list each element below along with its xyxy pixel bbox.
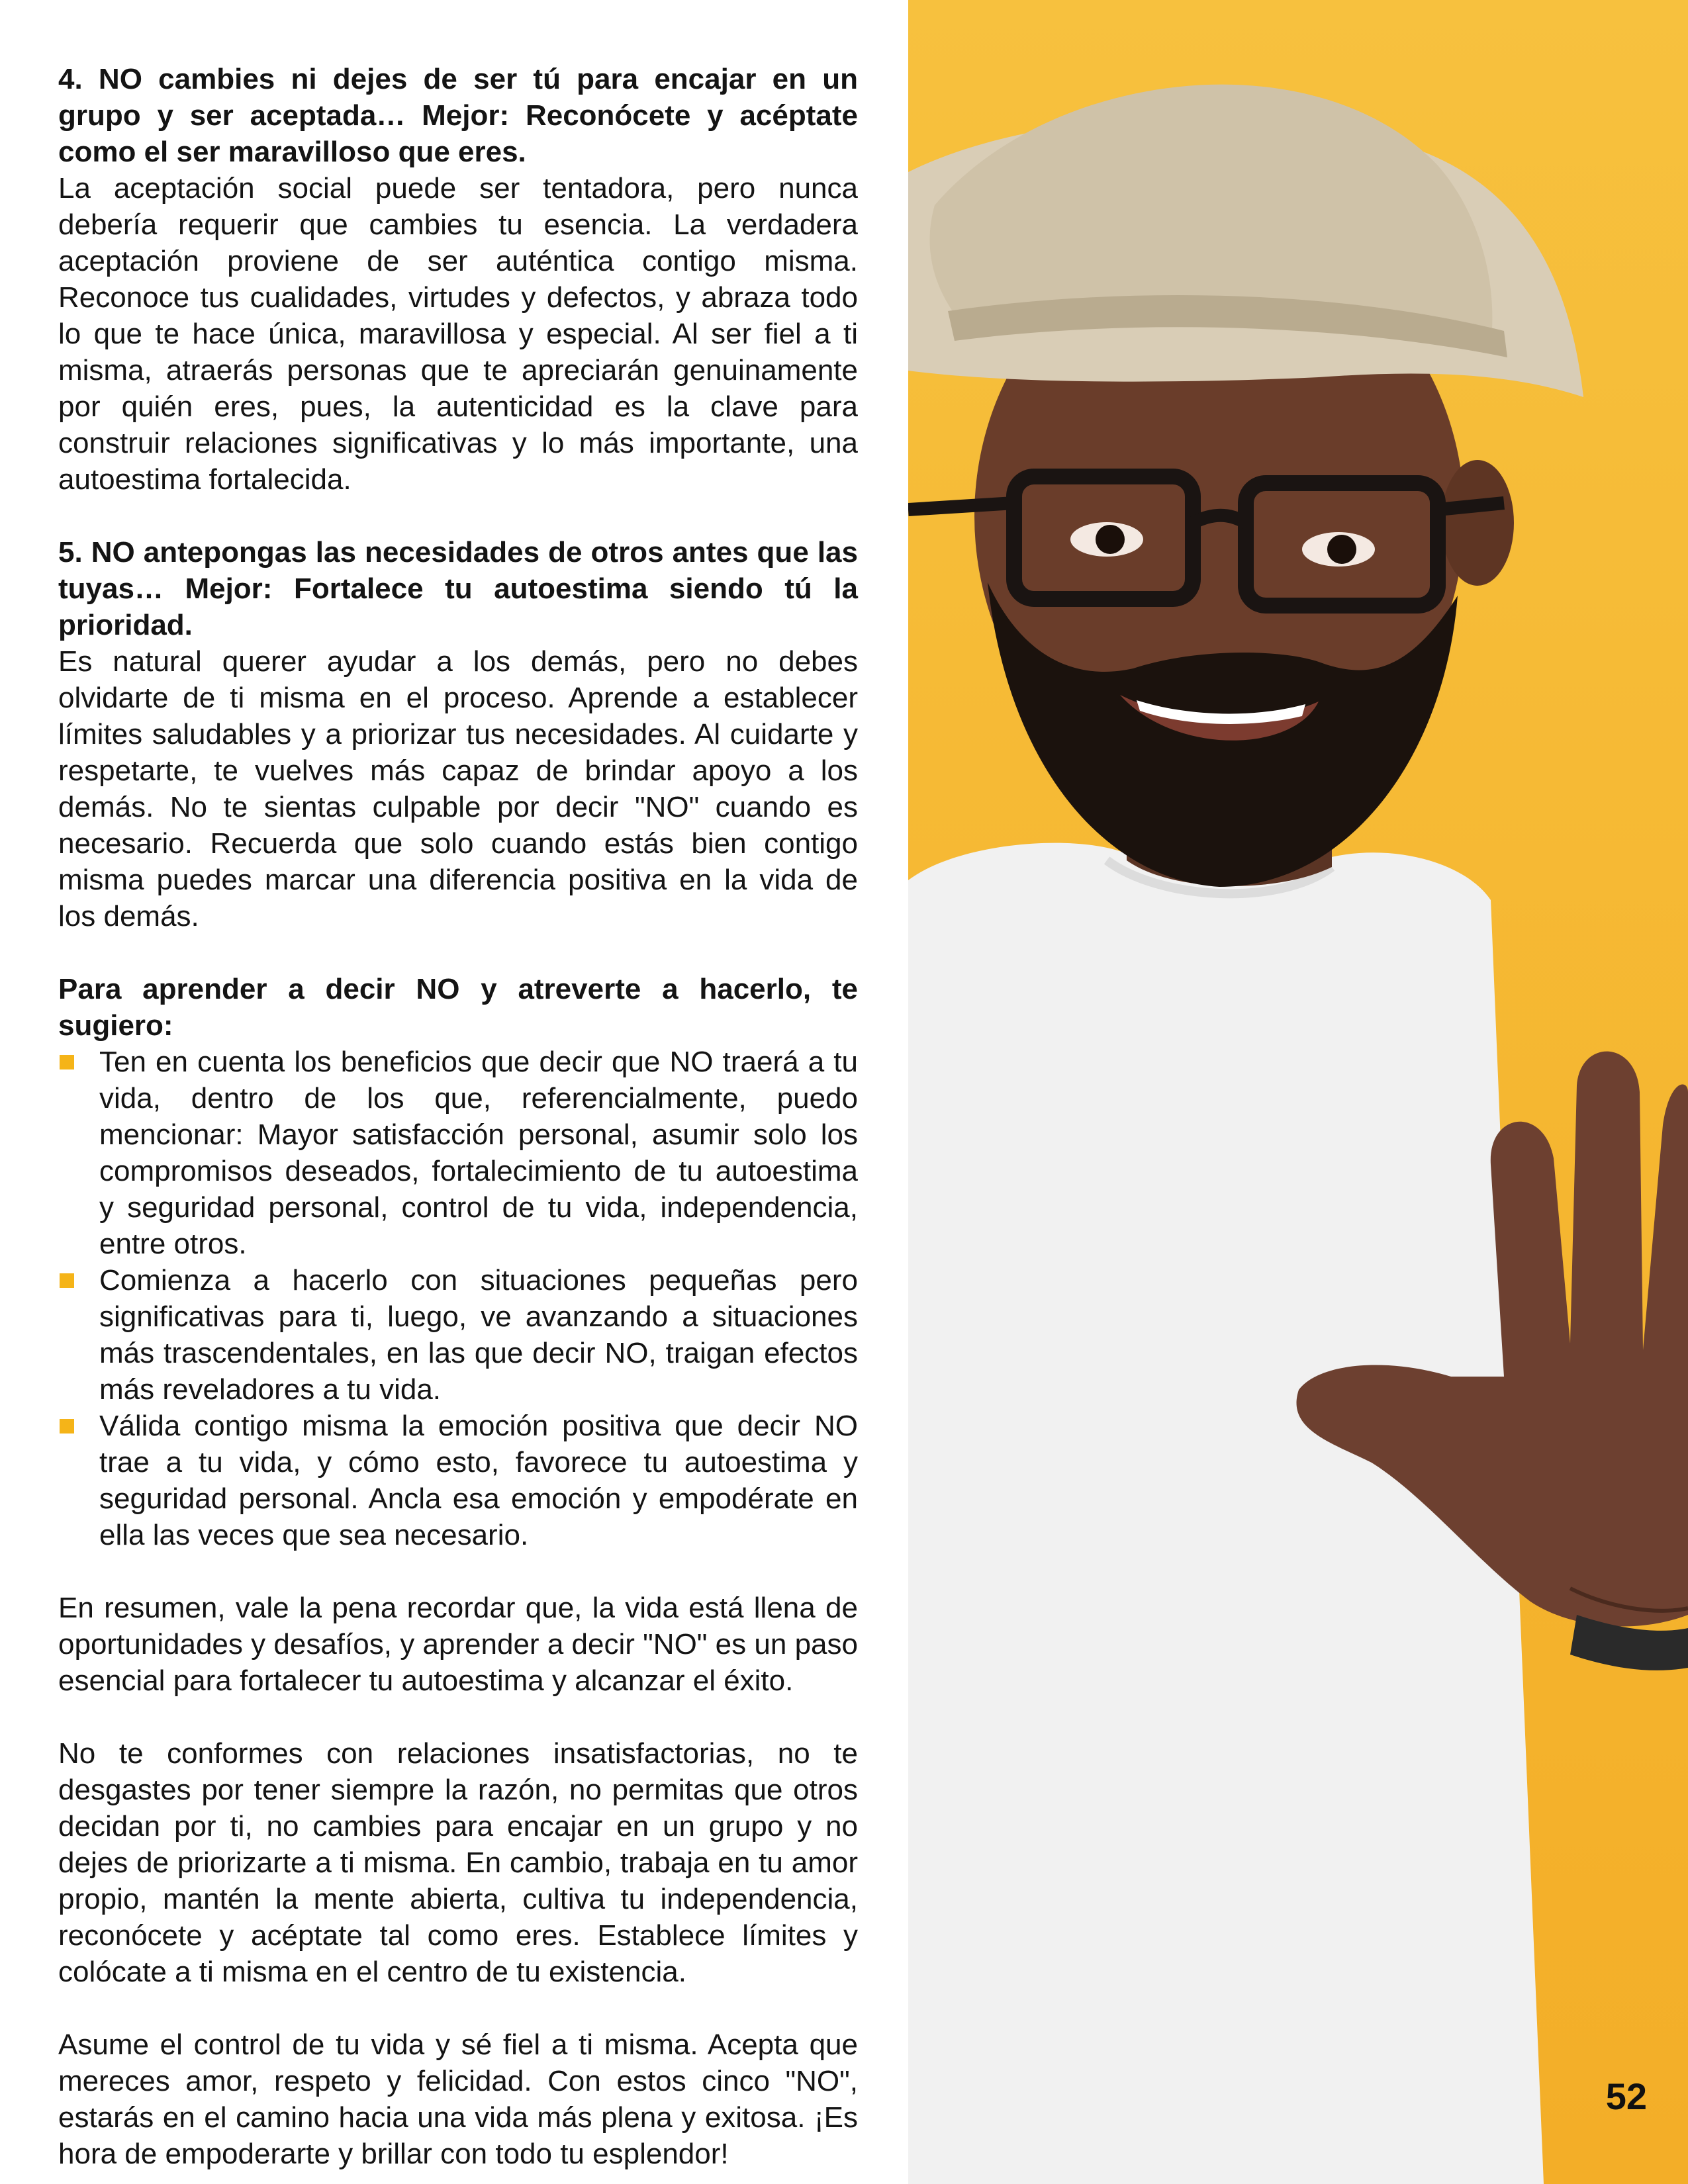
tips-list bbox=[58, 1044, 858, 1553]
square-bullet-icon bbox=[60, 1055, 74, 1069]
glasses-temple bbox=[1438, 503, 1504, 510]
summary-paragraph-1: En resumen, vale la pena recordar que, la vida está llena de oportunidades y desafíos, y aprender a decir "NO" es un paso esencial para fortalecer tu autoestima y alcanzar el éxito. bbox=[58, 1592, 858, 1697]
glasses-temple-left bbox=[908, 503, 1014, 510]
section-4-heading: 4. NO cambies ni dejes de ser tú para encajar en un grupo y ser aceptada… Mejor: Reconócete y acéptate como el ser maravilloso que eres. bbox=[58, 63, 858, 168]
section-5-heading: 5. NO antepongas las necesidades de otros antes que las tuyas… Mejor: Fortalece tu autoestima siendo tú la prioridad. bbox=[58, 536, 858, 641]
tip-item bbox=[58, 1408, 858, 1553]
tip-item bbox=[58, 1262, 858, 1408]
square-bullet-icon bbox=[60, 1419, 74, 1433]
page-number: 52 bbox=[1605, 2075, 1647, 2117]
square-bullet-icon bbox=[60, 1273, 74, 1288]
tip-text: Comienza a hacerlo con situaciones pequeñas pero significativas para ti, luego, ve avanzando a situaciones más trascendentales, en las que decir NO, traigan efectos más reveladores a tu vida. bbox=[99, 1264, 858, 1406]
section-5-body: Es natural querer ayudar a los demás, pero no debes olvidarte de ti misma en el proceso. Aprende a establecer límites saludables y a priorizar tus necesidades. Al cuidarte y respetarte, te vuelves más capaz de brindar apoyo a los demás. No te sientas culpable por decir "NO" cuando es necesario. Recuerda que solo cuando estás bien contigo misma puedes marcar una diferencia positiva en la vida de los demás. bbox=[58, 645, 858, 933]
portrait-illustration bbox=[908, 0, 1688, 2184]
ear bbox=[1441, 460, 1514, 586]
tip-item bbox=[58, 1044, 858, 1262]
article-text-column bbox=[58, 61, 858, 2172]
tips-heading: Para aprender a decir NO y atreverte a hacerlo, te sugiero: bbox=[58, 973, 858, 1042]
man-portrait-photo bbox=[908, 0, 1688, 2184]
tip-text: Válida contigo misma la emoción positiva que decir NO trae a tu vida, y cómo esto, favorece tu autoestima y seguridad personal. Ancla esa emoción y empodérate en ella las veces que sea necesario. bbox=[99, 1410, 858, 1551]
glasses-bridge bbox=[1193, 516, 1246, 523]
summary-paragraph-3: Asume el control de tu vida y sé fiel a ti misma. Acepta que mereces amor, respeto y felicidad. Con estos cinco "NO", estarás en el camino hacia una vida más plena y exitosa. ¡Es hora de empoderarte y brillar con todo tu esplendor! bbox=[58, 2028, 858, 2170]
tip-text: Ten en cuenta los beneficios que decir que NO traerá a tu vida, dentro de los que, referencialmente, puedo mencionar: Mayor satisfacción personal, asumir solo los compromisos deseados, fortalecimiento de tu autoestima y seguridad personal, control de tu vida, independencia, entre otros. bbox=[99, 1046, 858, 1260]
section-4-body: La aceptación social puede ser tentadora, pero nunca debería requerir que cambies tu esencia. La verdadera aceptación proviene de ser auténtica contigo misma. Reconoce tus cualidades, virtudes y defectos, y abraza todo lo que te hace única, maravillosa y especial. Al ser fiel a ti misma, atraerás personas que te apreciarán genuinamente por quién eres, pues, la autenticidad es la clave para construir relaciones significativas y lo más importante, una autoestima fortalecida. bbox=[58, 172, 858, 496]
summary-paragraph-2: No te conformes con relaciones insatisfactorias, no te desgastes por tener siempre la razón, no permitas que otros decidan por ti, no cambies para encajar en un grupo y no dejes de priorizarte a ti misma. En cambio, trabaja en tu amor propio, mantén la mente abierta, cultiva tu independencia, reconócete y acéptate tal como eres. Establece límites y colócate a ti misma en el centro de tu existencia. bbox=[58, 1737, 858, 1988]
